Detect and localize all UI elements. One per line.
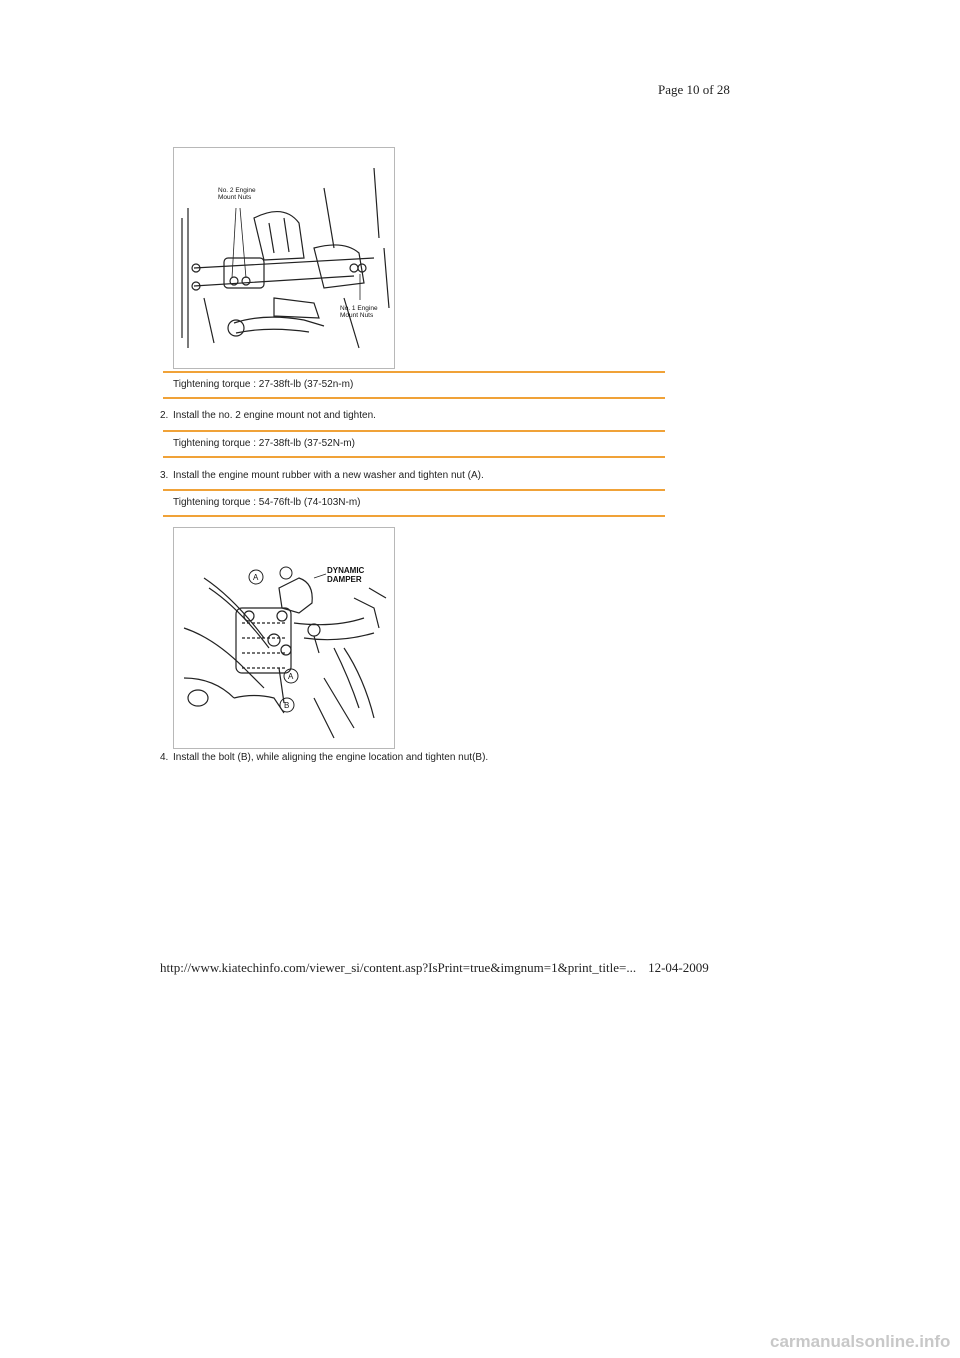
fig1-label-top-2: Mount Nuts xyxy=(218,194,252,201)
spec-text: Tightening torque : 27-38ft-lb (37-52n-m) xyxy=(173,379,354,390)
spec-rule-bottom xyxy=(163,456,665,458)
step-number: 2. xyxy=(160,410,169,421)
step-number: 3. xyxy=(160,470,169,481)
fig1-label-top-1: No. 2 Engine xyxy=(218,187,256,194)
step-number: 4. xyxy=(160,752,169,763)
damper-label-1: DYNAMIC xyxy=(327,566,365,575)
watermark: carmanualsonline.info xyxy=(770,1332,951,1351)
spec-rule-bottom xyxy=(163,397,665,399)
step-text: Install the no. 2 engine mount not and tighten. xyxy=(173,410,376,421)
step-3 xyxy=(160,470,484,481)
torque-spec-1 xyxy=(163,371,665,399)
source-url: http://www.kiatechinfo.com/viewer_si/content.asp?IsPrint=true&imgnum=1&print_title=... xyxy=(160,960,637,975)
torque-spec-2 xyxy=(163,430,665,458)
step-text: Install the bolt (B), while aligning the engine location and tighten nut(B). xyxy=(173,752,489,763)
step-2 xyxy=(160,410,376,421)
fig1-label-bottom-1: No. 1 Engine xyxy=(340,305,378,312)
page-number: Page 10 of 28 xyxy=(658,82,730,97)
step-text: Install the engine mount rubber with a new washer and tighten nut (A). xyxy=(173,470,484,481)
fig1-label-bottom-2: Mount Nuts xyxy=(340,312,374,319)
dynamic-damper-figure xyxy=(173,527,395,749)
callout-a-1: A xyxy=(253,573,259,582)
callout-a-2: A xyxy=(288,672,294,681)
callout-b: B xyxy=(284,701,290,710)
torque-spec-3 xyxy=(163,489,665,517)
page-footer xyxy=(160,960,709,976)
engine-mount-illustration xyxy=(174,148,394,368)
damper-label-2: DAMPER xyxy=(327,575,362,584)
spec-text: Tightening torque : 54-76ft-lb (74-103N-m) xyxy=(173,497,361,508)
spec-rule-bottom xyxy=(163,515,665,517)
spec-text: Tightening torque : 27-38ft-lb (37-52N-m) xyxy=(173,438,355,449)
step-4 xyxy=(160,752,488,763)
print-date: 12-04-2009 xyxy=(648,960,709,975)
dynamic-damper-illustration xyxy=(174,528,394,748)
engine-mount-figure xyxy=(173,147,395,369)
